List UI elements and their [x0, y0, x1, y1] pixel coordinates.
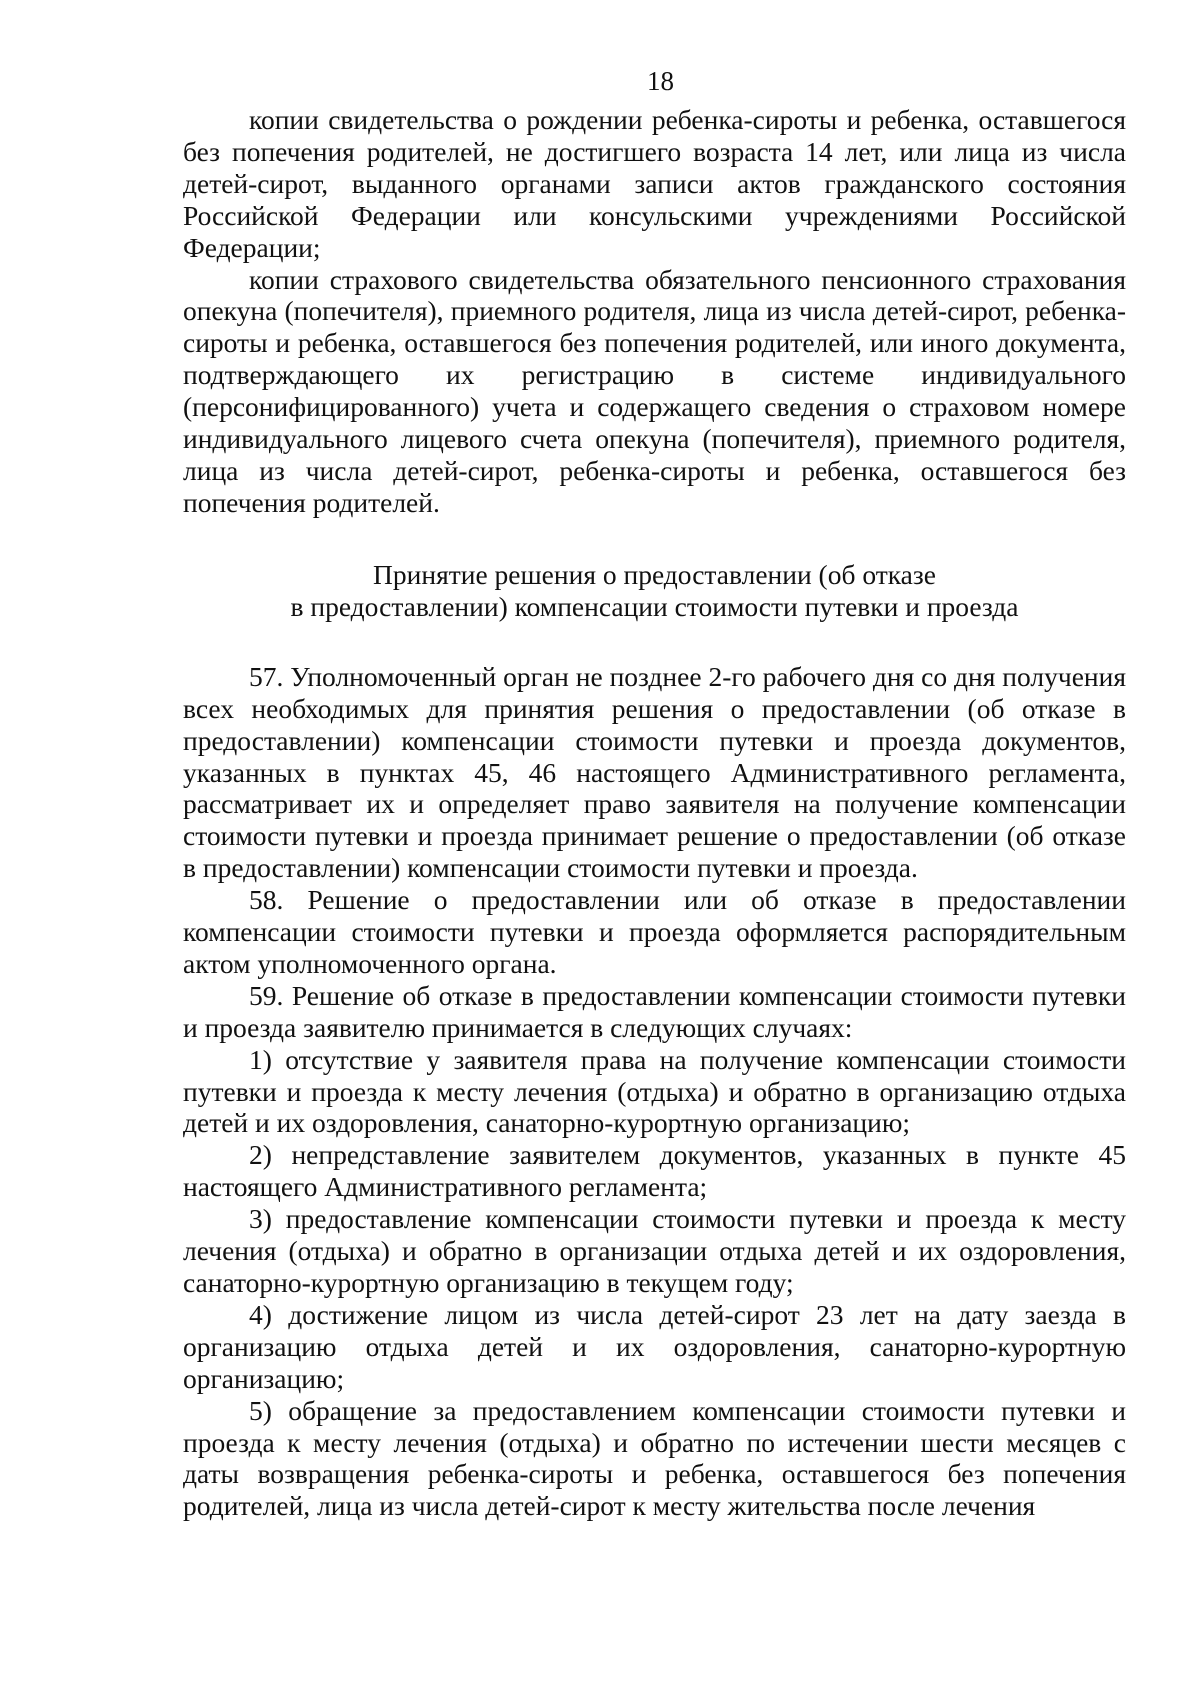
page-number: 18 — [647, 66, 674, 96]
list-item-1: 1) отсутствие у заявителя права на получение компенсации стоимости путевки и проезда к месту лечения (отдыха) и обратно в организацию отдыха детей и их оздоровления, санаторно-курортную организацию; — [183, 1043, 1126, 1139]
paragraph-insurance-certificate: копии страхового свидетельства обязательного пенсионного страхования опекуна (попечителя), приемного родителя, лица из числа детей-сирот, ребенка-сироты и ребенка, оставшегося без попечения родителей, или иного документа, подтверждающего их регистрацию в системе индивидуального (персонифицированного) учета и содержащего сведения о страховом номере индивидуального лицевого счета опекуна (попечителя), приемного родителя, лица из числа детей-сирот, ребенка-сироты и ребенка, оставшегося без попечения родителей. — [183, 263, 1126, 518]
list-item-3: 3) предоставление компенсации стоимости путевки и проезда к месту лечения (отдыха) и обратно в организации отдыха детей и их оздоровления, санаторно-курортную организацию в текущем году; — [183, 1203, 1126, 1298]
list-item-5: 5) обращение за предоставлением компенсации стоимости путевки и проезда к месту лечения (отдыха) и обратно по истечении шести месяцев с даты возвращения ребенка-сироты и ребенка, оставшегося без попечения родителей, лица из числа детей-сирот к месту жительства после лечения — [183, 1394, 1126, 1522]
paragraph-birth-certificate: копии свидетельства о рождении ребенка-сироты и ребенка, оставшегося без попечения родителей, не достигшего возраста 14 лет, или лица из числа детей-сирот, выданного органами записи актов гражданского состояния Российской Федерации или консульскими учреждениями Российской Федерации; — [183, 104, 1126, 263]
paragraph-59: 59. Решение об отказе в предоставлении компенсации стоимости путевки и проезда заявителю принимается в следующих случаях: — [183, 979, 1126, 1043]
section-heading-line-1: Принятие решения о предоставлении (об отказе — [373, 558, 936, 590]
paragraph-58: 58. Решение о предоставлении или об отказе в предоставлении компенсации стоимости путевки и проезда оформляется распорядительным актом уполномоченного органа. — [183, 884, 1126, 979]
section-heading-line-2: в предоставлении) компенсации стоимости путевки и проезда — [290, 590, 1019, 622]
list-item-2: 2) непредставление заявителем документов, указанных в пункте 45 настоящего Административного регламента; — [183, 1139, 1126, 1203]
paragraph-57: 57. Уполномоченный орган не позднее 2-го рабочего дня со дня получения всех необходимых для принятия решения о предоставлении (об отказе в предоставлении) компенсации стоимости путевки и проезда документов, указанных в пунктах 45, 46 настоящего Административного регламента, рассматривает их и определяет право заявителя на получение компенсации стоимости путевки и проезда принимает решение о предоставлении (об отказе в предоставлении) компенсации стоимости путевки и проезда. — [183, 660, 1126, 884]
section-heading — [183, 559, 1126, 623]
list-item-4: 4) достижение лицом из числа детей-сирот 23 лет на дату заезда в организацию отдыха детей и их оздоровления, санаторно-курортную организацию; — [183, 1298, 1126, 1394]
document-page — [183, 64, 1126, 1522]
